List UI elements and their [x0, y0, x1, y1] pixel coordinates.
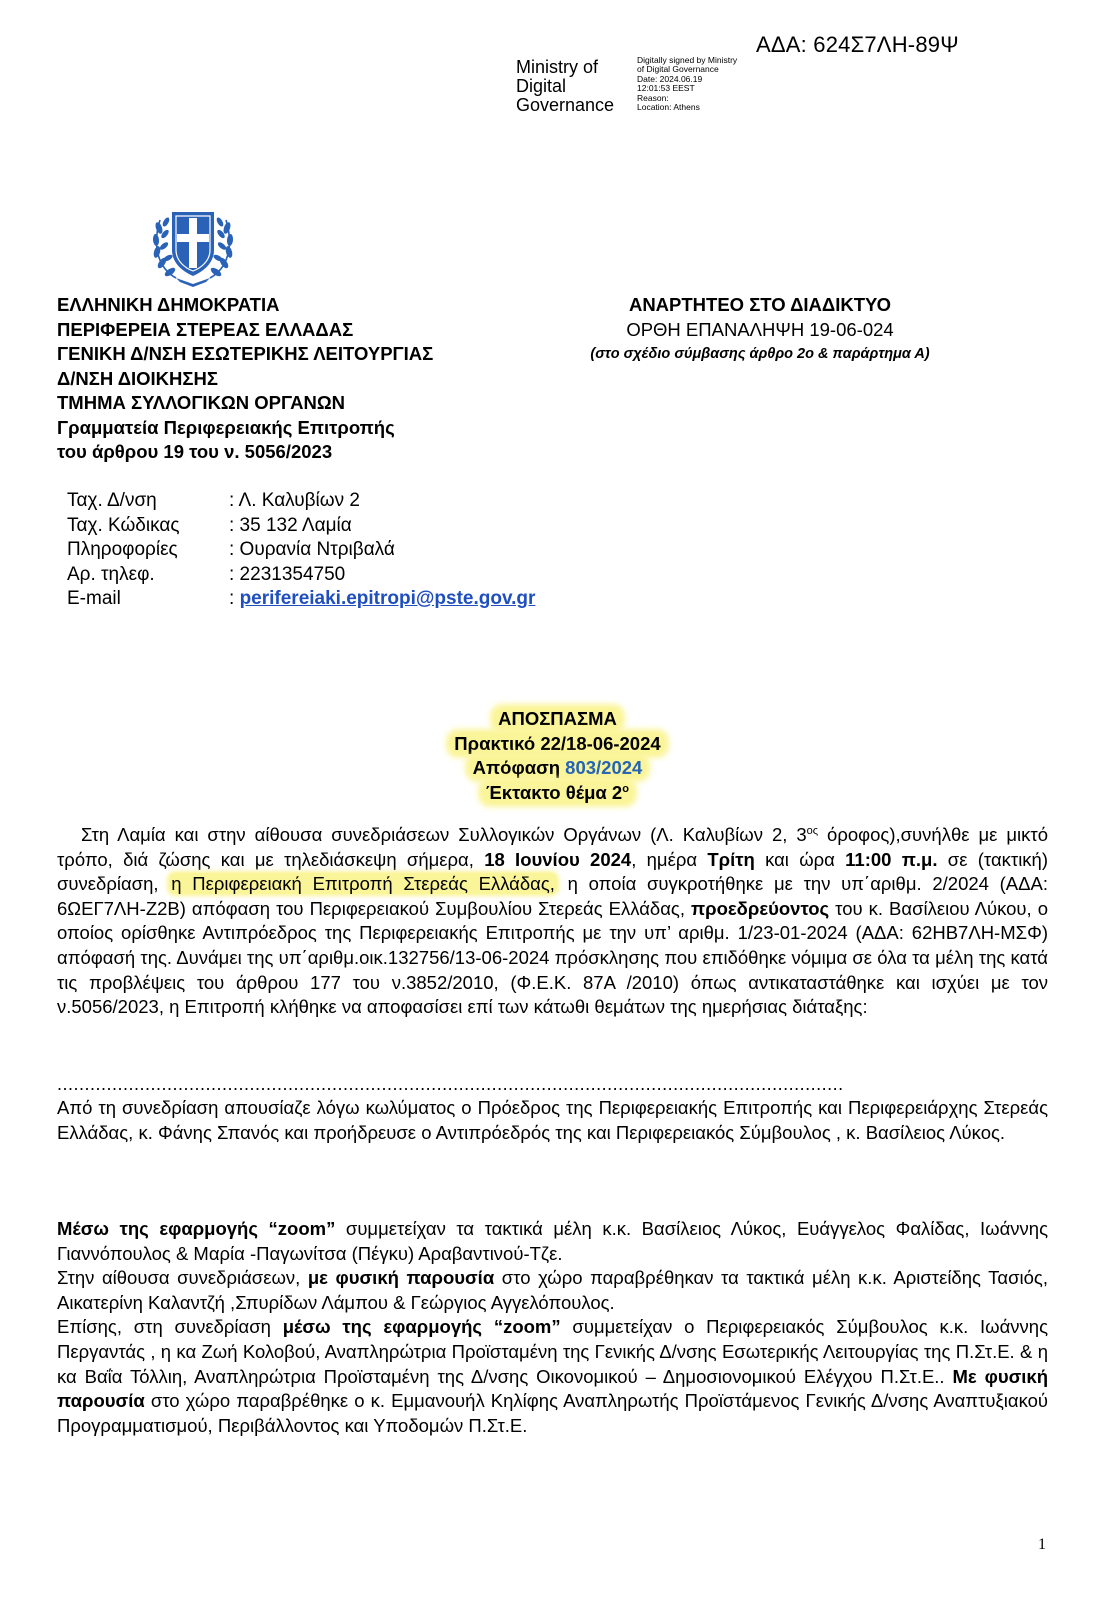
text-run: , ημέρα — [631, 848, 708, 870]
ministry-line: Governance — [516, 95, 615, 115]
floor-sup: ος — [806, 824, 819, 837]
agenda-omission-dots: ............................................................................................................................................... — [57, 1074, 844, 1094]
text-run: και ώρα — [754, 848, 846, 870]
contact-row — [67, 514, 535, 539]
signature-ministry — [516, 58, 614, 115]
text-run: του κ. Βασίλειου Λύκου, ο οποίος ορίσθηκε Αντιπρόεδρος της Περιφερειακής Επιτροπής με την υπ’ αριθμ. 1/23-01-2024 (ΑΔΑ: 62ΗΒ7ΛΗ-ΜΣΦ) απόφασή της. Δυνάμει της υπ΄αριθμ.οικ.132756/13-06-2024 πρόσκλησης που επιδόθηκε νόμιμα σε όλα τα μέλη της κατά τις προβλέψεις του άρθρου 177 του ν.3852/2010, (Φ.Ε.Κ. 87Α /2010) όπως αντικαταστάθηκε και ισχύει με τον ν.5056/2023, η Επιτροπή κλήθηκε να αποφασίσει επί των κάτωθι θεμάτων της ημερήσιας διάταξης: — [57, 897, 1048, 1018]
decision-label: Απόφαση — [472, 757, 561, 778]
signature-line: 12:01:53 EEST — [637, 83, 695, 94]
text-run: στο χώρο παραβρέθηκαν τα τακτικά μέλη κ.κ. Αριστείδης Τασιός, Αικατερίνη Καλαντζή ,Σπυρίδων Λάμπου & Γεώργιος Αγγελόπουλος. — [57, 1267, 1048, 1313]
sender-line: Γραμματεία Περιφερειακής Επιτροπής — [57, 416, 395, 438]
session-paragraph — [57, 823, 1048, 1020]
title-topic — [482, 782, 633, 803]
paragraph-text: Από τη συνεδρίαση απουσίαζε λόγω κωλύματος ο Πρόεδρος της Περιφερειακής Επιτροπής και Περιφερειάρχης Στερεάς Ελλάδας, κ. Φάνης Σπανός και προήδρευσε ο Αντιπρόεδρός της και Περιφερειακός Σύμβουλος , κ. Βασίλειος Λύκος. — [57, 1097, 1048, 1143]
sender-line: ΓΕΝΙΚΗ Δ/ΝΣΗ ΕΣΩΤΕΡΙΚΗΣ ΛΕΙΤΟΥΡΓΙΑΣ — [57, 343, 434, 364]
ada-code: ΑΔΑ: 624Σ7ΛΗ-89Ψ — [756, 32, 959, 57]
page-number: 1 — [1038, 1536, 1046, 1553]
signature-line: Reason: — [637, 92, 669, 103]
contact-value: : 35 132 Λαμία — [229, 514, 352, 536]
meeting-date: 18 Ιουνίου 2024 — [484, 848, 632, 870]
sender-line: ΕΛΛΗΝΙΚΗ ΔΗΜΟΚΡΑΤΙΑ — [57, 294, 280, 315]
in-person-label: με φυσική παρουσία — [307, 1267, 495, 1289]
digital-signature-details — [637, 56, 737, 112]
text-run: όροφος),συνήλθε με μικτό τρόπο, διά ζώσης και με τηλεδιάσκεψη σήμερα, — [57, 824, 1048, 870]
zoom-label: μέσω της εφαρμογής “zoom” — [282, 1316, 561, 1338]
topic-text: Έκτακτο θέμα 2 — [486, 781, 623, 803]
ministry-line: Digital — [516, 76, 567, 96]
contact-label: E-mail — [67, 588, 121, 609]
text-run: συμμετείχαν ο Περιφερειακός Σύμβουλος κ.κ. Ιωάννης Περγαντάς , η κα Ζωή Κολοβού, Αναπληρώτρια Προϊσταμένη της Γενικής Δ/νσης Εσωτερικής Λειτουργίας της Π.Στ.Ε. & η κα Βαΐα Τόλλιη, Αναπληρώτρια Προϊσταμένη της Δ/νσης Οικονομικού – Δημοσιονομικού Ελέγχου Π.Στ.Ε.. — [57, 1316, 1048, 1387]
contact-value: : Λ. Καλυβίων 2 — [229, 490, 360, 511]
contact-label: Αρ. τηλεφ. — [67, 563, 155, 585]
sender-line: του άρθρου 19 του ν. 5056/2023 — [57, 441, 333, 462]
text-run: Στη Λαμία και στην αίθουσα συνεδριάσεων Συλλογικών Οργάνων (Λ. Καλυβίων 2, 3 — [81, 824, 807, 845]
text-run: σε (τακτική) συνεδρίαση, — [57, 848, 1049, 895]
contact-row — [67, 489, 535, 514]
email-link[interactable]: perifereiaki.epitropi@pste.gov.gr — [239, 588, 536, 609]
absence-paragraph — [57, 1096, 1048, 1145]
decision-number: 803/2024 — [565, 757, 643, 778]
sender-line: ΤΜΗΜΑ ΣΥΛΛΟΓΙΚΩΝ ΟΡΓΑΝΩΝ — [57, 392, 346, 413]
paragraph-text — [57, 1217, 1048, 1266]
signature-line: Digitally signed by Ministry — [637, 55, 738, 65]
publication-notice — [540, 293, 980, 366]
paragraph-text — [57, 823, 1048, 1020]
title-decision — [469, 757, 647, 778]
text-run: Επίσης, στη συνεδρίαση — [57, 1316, 283, 1338]
contact-details — [67, 489, 535, 612]
sender-line: ΠΕΡΙΦΕΡΕΙΑ ΣΤΕΡΕΑΣ ΕΛΛΑΔΑΣ — [57, 318, 354, 340]
paragraph-text — [57, 1266, 1048, 1315]
signature-line: Location: Athens — [637, 102, 700, 113]
signature-line: of Digital Governance — [637, 64, 719, 75]
title-minutes: Πρακτικό 22/18-06-2024 — [450, 733, 664, 754]
in-person-label: Με φυσική παρουσία — [57, 1365, 1048, 1412]
contact-row — [67, 587, 535, 612]
notice-title: ΑΝΑΡΤΗΤΕΟ ΣΤΟ ΔΙΑΔΙΚΤΥΟ — [628, 294, 892, 315]
topic-sup: ο — [622, 782, 629, 795]
contact-label: Ταχ. Κώδικας — [67, 514, 180, 536]
contact-row — [67, 563, 535, 588]
title-extract: ΑΠΟΣΠΑΣΜΑ — [494, 708, 621, 729]
contact-label: Ταχ. Δ/νση — [67, 490, 157, 511]
paragraph-text — [57, 1315, 1048, 1438]
meeting-time: 11:00 π.μ. — [845, 848, 938, 870]
notice-correction: ΟΡΘΗ ΕΠΑΝΑΛΗΨΗ 19-06-024 — [626, 318, 894, 340]
email-prefix: : — [229, 588, 240, 609]
text-run: στο χώρο παραβρέθηκε ο κ. Εμμανουήλ Κηλίφης Αναπληρωτής Προϊστάμενος Γενικής Δ/νσης Αναπτυξιακού Προγραμματισμού, Περιβάλλοντος και Υποδομών Π.Στ.Ε. — [57, 1390, 1048, 1436]
contact-value: : 2231354750 — [229, 563, 346, 585]
presiding-label: προεδρεύοντος — [690, 897, 830, 919]
attendance-paragraph — [57, 1217, 1048, 1438]
contact-row — [67, 538, 535, 563]
sender-block — [57, 293, 433, 465]
contact-value — [229, 587, 535, 612]
contact-value: : Ουρανία Ντριβαλά — [229, 539, 395, 560]
text-run: η οποία συγκροτήθηκε με την υπ΄αριθμ. 2/2024 (ΑΔΑ: 6ΩΕΓ7ΛΗ-Ζ2Β) απόφαση του Περιφερειακού Συμβουλίου Στερεάς Ελλάδας, — [57, 873, 1048, 919]
signature-line: Date: 2024.06.19 — [637, 73, 703, 84]
zoom-label: Μέσω της εφαρμογής “zoom” — [57, 1218, 336, 1239]
committee-highlight: η Περιφερειακή Επιτροπή Στερεάς Ελλάδας, — [171, 873, 555, 895]
text-run: συμμετείχαν τα τακτικά μέλη κ.κ. Βασίλειος Λύκος, Ευάγγελος Φαλίδας, Ιωάννης Γιαννόπουλος & Μαρία -Παγωνίτσα (Πέγκυ) Αραβαντινού-Τζε. — [57, 1218, 1048, 1264]
document-title-block — [0, 707, 1115, 805]
text-run: Στην αίθουσα συνεδριάσεων, — [57, 1267, 308, 1289]
notice-note: (στο σχέδιο σύμβασης άρθρο 2ο & παράρτημα Α) — [590, 346, 930, 362]
ministry-line: Ministry of — [516, 57, 599, 77]
sender-line: Δ/ΝΣΗ ΔΙΟΙΚΗΣΗΣ — [57, 367, 218, 389]
contact-label: Πληροφορίες — [67, 539, 178, 560]
meeting-day: Τρίτη — [707, 848, 755, 870]
greek-coat-of-arms-icon — [150, 198, 236, 290]
